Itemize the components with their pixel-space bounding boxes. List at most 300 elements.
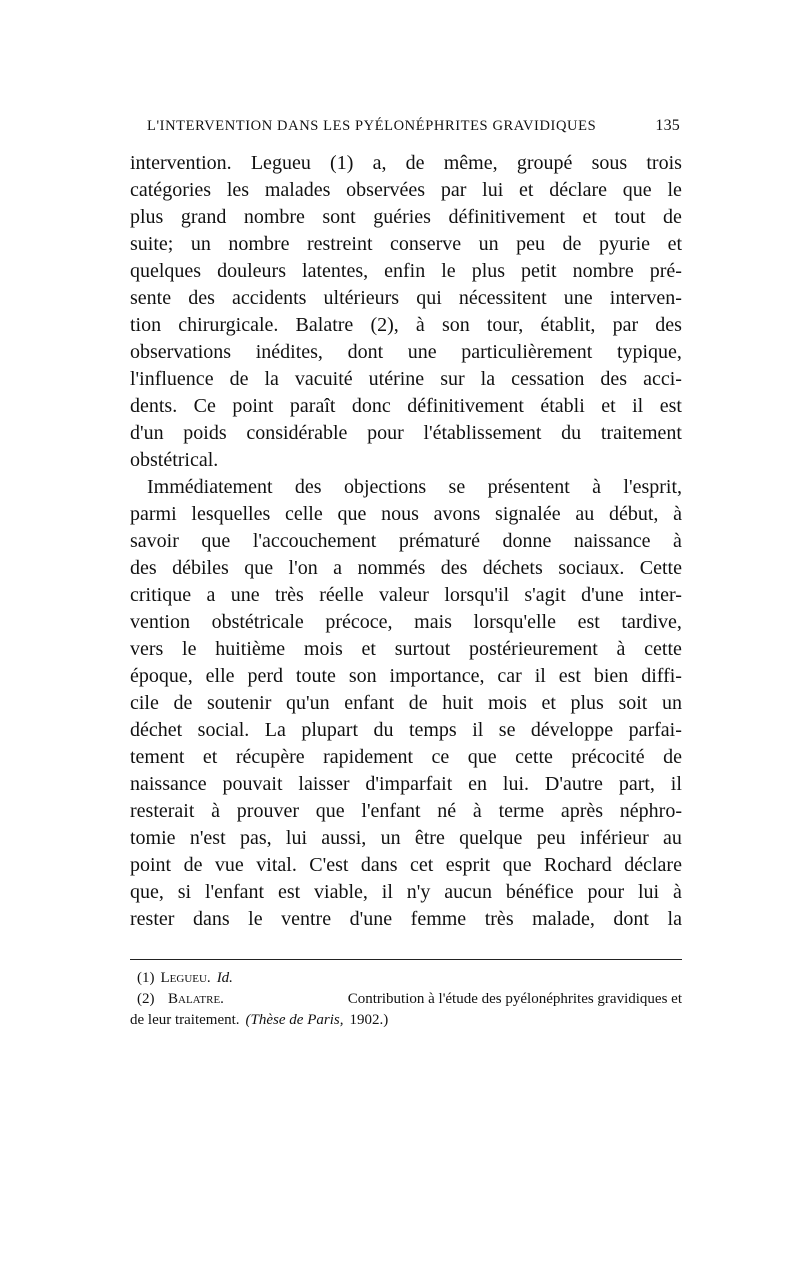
word: trois — [646, 152, 682, 174]
word: guéries — [373, 206, 431, 228]
word: précoce, — [325, 611, 393, 633]
word: la — [667, 908, 682, 930]
word: vention — [130, 611, 190, 633]
word: pour — [367, 422, 404, 444]
word: ce — [431, 746, 450, 768]
word: un — [380, 827, 401, 849]
word: malade, — [532, 908, 595, 930]
word: mais — [414, 611, 452, 633]
body-line — [130, 501, 682, 528]
body-line — [130, 663, 682, 690]
word: tout — [614, 206, 646, 228]
word: présentent — [487, 476, 570, 498]
word: des — [130, 557, 157, 579]
word: inédites, — [255, 341, 323, 363]
word: à — [592, 476, 602, 498]
word: et — [601, 395, 616, 417]
body-line — [130, 177, 682, 204]
word: de — [173, 692, 193, 714]
word: des — [294, 476, 322, 498]
word: de — [663, 206, 682, 228]
word: diffi- — [641, 665, 682, 687]
word: surtout — [394, 638, 451, 660]
word: parmi — [130, 503, 177, 525]
word: que — [315, 800, 345, 822]
word: la — [264, 368, 279, 390]
word: par — [440, 179, 467, 201]
word: dans — [192, 908, 230, 930]
word: une — [230, 584, 260, 606]
word: observées — [346, 179, 426, 201]
word: à — [415, 314, 425, 336]
word: particulièrement — [461, 341, 593, 363]
word: de — [183, 854, 203, 876]
word: obstétricale — [211, 611, 304, 633]
body-line — [130, 285, 682, 312]
word: à — [211, 800, 221, 822]
word: des — [600, 368, 628, 390]
word: plus — [471, 260, 506, 282]
word: inférieur — [579, 827, 649, 849]
word: que — [201, 530, 231, 552]
word: se — [448, 476, 466, 498]
word: début, — [608, 503, 659, 525]
word: l'influence — [130, 368, 214, 390]
word: cet — [410, 854, 434, 876]
body-line — [130, 258, 682, 285]
word: sur — [440, 368, 465, 390]
word: Rochard — [544, 854, 612, 876]
body-line — [130, 312, 682, 339]
word: définitivement — [448, 206, 566, 228]
word: prouver — [236, 800, 299, 822]
word: tement — [130, 746, 185, 768]
body-text — [130, 150, 682, 933]
footnote-1-reference: Id. — [216, 970, 233, 986]
word: soutenir — [206, 692, 272, 714]
word: plus — [570, 692, 604, 714]
word: tomie — [130, 827, 176, 849]
word: que — [244, 557, 274, 579]
word: l'établissement — [423, 422, 542, 444]
body-line — [130, 420, 682, 447]
word: signalée — [495, 503, 561, 525]
word: à — [616, 638, 626, 660]
body-line — [130, 636, 682, 663]
word: réelle — [319, 584, 364, 606]
word: mois — [303, 638, 343, 660]
word: Cette — [639, 557, 682, 579]
word: déclare — [624, 854, 682, 876]
word: tour, — [486, 314, 524, 336]
word: naissance — [130, 773, 207, 795]
word: car — [497, 665, 522, 687]
word: l'on — [288, 557, 318, 579]
body-line — [130, 231, 682, 258]
word: prématuré — [398, 530, 480, 552]
word: quelque — [459, 827, 523, 849]
word: une — [407, 341, 437, 363]
word: précocité — [571, 746, 645, 768]
word: suite; — [130, 233, 174, 255]
word: à — [472, 800, 482, 822]
word: il — [472, 719, 484, 741]
word: si — [177, 881, 192, 903]
word: néphro- — [619, 800, 682, 822]
body-line — [130, 717, 682, 744]
running-head — [147, 117, 680, 135]
footnote-2-text: Contribution à l'étude des pyélonéphrites gravidiques et — [347, 991, 682, 1007]
word: resterait — [130, 800, 195, 822]
footnote-2-author: Balatre. — [168, 991, 224, 1007]
word: rapidement — [323, 746, 414, 768]
word: tardive, — [621, 611, 682, 633]
word: que — [337, 503, 367, 525]
word: qui — [416, 287, 442, 309]
word: viable, — [314, 881, 368, 903]
word: lesquelles — [191, 503, 271, 525]
footnote-2-source: (Thèse de Paris, — [245, 1012, 344, 1028]
word: l'esprit, — [623, 476, 682, 498]
word: un — [478, 233, 499, 255]
word: point — [130, 854, 172, 876]
word: mois — [487, 692, 527, 714]
word: des — [440, 557, 468, 579]
word: tion — [130, 314, 162, 336]
word: objections — [343, 476, 427, 498]
word: vue — [214, 854, 244, 876]
word: il — [534, 665, 546, 687]
word: débiles — [172, 557, 229, 579]
word: né — [437, 800, 457, 822]
word: le — [441, 260, 456, 282]
word: très — [484, 908, 514, 930]
word: le — [248, 908, 263, 930]
word: pas, — [239, 827, 272, 849]
word: C'est — [309, 854, 349, 876]
word: sente — [130, 287, 172, 309]
word: se — [498, 719, 516, 741]
word: part, — [618, 773, 655, 795]
word: et — [519, 179, 534, 201]
word: est — [558, 665, 581, 687]
word: par — [612, 314, 639, 336]
word: social. — [197, 719, 250, 741]
word: enfant — [344, 692, 395, 714]
word: être — [414, 827, 445, 849]
word: l'accouchement — [252, 530, 377, 552]
word: que, — [130, 881, 164, 903]
word: terme — [498, 800, 545, 822]
word: est — [277, 881, 301, 903]
word: traitement — [600, 422, 682, 444]
word: lui — [285, 827, 308, 849]
word: peu — [536, 827, 566, 849]
word: les — [226, 179, 250, 201]
word: parfai- — [628, 719, 682, 741]
word: a — [333, 557, 343, 579]
word: la — [480, 368, 496, 390]
body-line — [130, 771, 682, 798]
word: malades — [264, 179, 331, 201]
word: d'un — [130, 422, 164, 444]
word: intervention. — [130, 152, 232, 174]
body-line — [130, 366, 682, 393]
word: de — [562, 233, 582, 255]
footnote-1 — [130, 968, 682, 989]
word: du — [561, 422, 582, 444]
word: enfin — [384, 260, 426, 282]
word: et — [667, 233, 682, 255]
footnote-2-line-1 — [130, 989, 682, 1010]
word: dents. — [130, 395, 178, 417]
word: établit, — [540, 314, 596, 336]
word: déchets — [482, 557, 543, 579]
word: petit — [521, 260, 557, 282]
word: ultérieurs — [323, 287, 400, 309]
word: au — [663, 827, 682, 849]
word: (1) — [330, 152, 354, 174]
word: groupé — [516, 152, 573, 174]
word: déchet — [130, 719, 183, 741]
word: nous — [381, 503, 419, 525]
word: Balatre — [295, 314, 354, 336]
word: cessation — [511, 368, 585, 390]
word: considérable — [246, 422, 348, 444]
word: l'enfant — [204, 881, 265, 903]
word: nommés — [357, 557, 426, 579]
word: point — [232, 395, 274, 417]
body-line — [130, 339, 682, 366]
body-line — [130, 825, 682, 852]
word: son — [441, 314, 470, 336]
word: son — [348, 665, 377, 687]
word: huit — [442, 692, 474, 714]
word: nombre — [243, 206, 305, 228]
footnote-1-marker: (1) — [137, 970, 155, 986]
word: soit — [618, 692, 648, 714]
word: ventre — [281, 908, 332, 930]
footnote-2-lead — [137, 989, 224, 1010]
word: aucun — [444, 881, 492, 903]
word: sous — [591, 152, 628, 174]
word: époque, — [130, 665, 193, 687]
body-line — [130, 204, 682, 231]
running-head-title: L'INTERVENTION DANS LES PYÉLONÉPHRITES GRAVIDIQUES — [147, 118, 597, 134]
word: nombre — [572, 260, 634, 282]
word: développe — [530, 719, 614, 741]
word: bénéfice — [505, 881, 574, 903]
word: nécessitent — [458, 287, 547, 309]
word: n'est — [189, 827, 226, 849]
word: lui — [482, 179, 504, 201]
word: lorsqu'il — [444, 584, 510, 606]
word: n'y — [406, 881, 431, 903]
word: grand — [180, 206, 227, 228]
word: pour — [587, 881, 625, 903]
word: lui — [637, 881, 660, 903]
word: et — [361, 638, 376, 660]
word: peu — [516, 233, 546, 255]
word: valeur — [378, 584, 429, 606]
body-line — [130, 150, 682, 177]
word: critique — [130, 584, 192, 606]
word: cette — [515, 746, 553, 768]
body-line — [130, 555, 682, 582]
word: sont — [322, 206, 356, 228]
word: que — [502, 854, 532, 876]
word: interven- — [609, 287, 682, 309]
word: observations — [130, 341, 232, 363]
word: Immédiatement — [147, 476, 273, 498]
word: elle — [205, 665, 235, 687]
body-line — [130, 690, 682, 717]
word: chirurgicale. — [178, 314, 279, 336]
word: nombre — [228, 233, 290, 255]
word: l'enfant — [361, 800, 421, 822]
body-line — [130, 474, 682, 501]
word: au — [575, 503, 595, 525]
word: après — [560, 800, 604, 822]
word: utérine — [368, 368, 425, 390]
body-line — [130, 528, 682, 555]
word: le — [182, 638, 197, 660]
body-line — [130, 879, 682, 906]
word: D'autre — [544, 773, 603, 795]
word: a, — [372, 152, 387, 174]
footnotes — [130, 968, 682, 1031]
word: restreint — [306, 233, 373, 255]
word: toute — [295, 665, 336, 687]
word: avons — [433, 503, 481, 525]
word: dans — [360, 854, 398, 876]
word: sociaux. — [558, 557, 625, 579]
word: importance, — [389, 665, 485, 687]
word: le — [667, 179, 682, 201]
word: a — [206, 584, 216, 606]
word: un — [661, 692, 682, 714]
word: de — [229, 368, 249, 390]
word: il — [632, 395, 644, 417]
word: Ce — [193, 395, 216, 417]
word: celle — [285, 503, 323, 525]
word: donne — [502, 530, 552, 552]
word: déclare — [549, 179, 607, 201]
word: conserve — [390, 233, 462, 255]
body-line — [130, 798, 682, 825]
word: vital. — [256, 854, 297, 876]
word: il — [670, 773, 682, 795]
word: cette — [644, 638, 682, 660]
word: bien — [593, 665, 629, 687]
word: à — [673, 530, 682, 552]
word: La — [264, 719, 286, 741]
word: quelques — [130, 260, 202, 282]
word: et — [202, 746, 218, 768]
word: latentes, — [302, 260, 369, 282]
word: acci- — [643, 368, 682, 390]
body-line — [130, 906, 682, 933]
word: qu'un — [285, 692, 330, 714]
word: des — [188, 287, 215, 309]
word: est — [577, 611, 600, 633]
footnote-1-author: Legueu. — [160, 970, 211, 986]
page-number: 135 — [655, 117, 680, 134]
word: femme — [410, 908, 467, 930]
word: postérieurement — [468, 638, 598, 660]
footnote-2-text-continued: de leur traitement. — [130, 1012, 240, 1028]
word: du — [373, 719, 394, 741]
word: de — [405, 152, 425, 174]
word: récupère — [235, 746, 305, 768]
footnote-2-marker: (2) — [137, 991, 155, 1007]
word: temps — [408, 719, 457, 741]
word: vacuité — [294, 368, 353, 390]
word: plus — [130, 206, 164, 228]
word: douleurs — [217, 260, 286, 282]
word: à — [673, 503, 682, 525]
word: établi — [540, 395, 585, 417]
word: inter- — [638, 584, 682, 606]
word: aussi, — [321, 827, 367, 849]
word: à — [672, 881, 682, 903]
word: (2), — [370, 314, 399, 336]
word: huitième — [215, 638, 286, 660]
word: paraît — [289, 395, 336, 417]
word: lui. — [502, 773, 530, 795]
word: d'une — [349, 908, 393, 930]
body-line — [130, 744, 682, 771]
word: pyurie — [598, 233, 651, 255]
word: pouvait — [222, 773, 283, 795]
word: de — [663, 746, 682, 768]
word: très — [274, 584, 304, 606]
word: et — [541, 692, 556, 714]
word: une — [563, 287, 593, 309]
word: définitivement — [407, 395, 524, 417]
body-line — [130, 393, 682, 420]
word: pré- — [649, 260, 682, 282]
word: que — [622, 179, 652, 201]
word: catégories — [130, 179, 212, 201]
word: dont — [613, 908, 649, 930]
word: des — [655, 314, 682, 336]
word: cile — [130, 692, 159, 714]
word: il — [381, 881, 393, 903]
word: d'imparfait — [365, 773, 453, 795]
footnote-divider — [130, 959, 682, 960]
word: en — [468, 773, 488, 795]
body-line — [130, 609, 682, 636]
body-line: obstétrical. — [130, 449, 219, 471]
word: Legueu — [250, 152, 311, 174]
word: s'agit — [524, 584, 566, 606]
body-line — [130, 582, 682, 609]
word: perd — [247, 665, 283, 687]
word: est — [659, 395, 682, 417]
word: d'une — [581, 584, 624, 606]
word: poids — [183, 422, 227, 444]
word: typique, — [616, 341, 682, 363]
word: un — [190, 233, 211, 255]
word: lorsqu'elle — [473, 611, 556, 633]
word: savoir — [130, 530, 179, 552]
word: donc — [351, 395, 391, 417]
word: laisser — [298, 773, 350, 795]
word: de — [408, 692, 428, 714]
word: esprit — [445, 854, 491, 876]
word: rester — [130, 908, 175, 930]
